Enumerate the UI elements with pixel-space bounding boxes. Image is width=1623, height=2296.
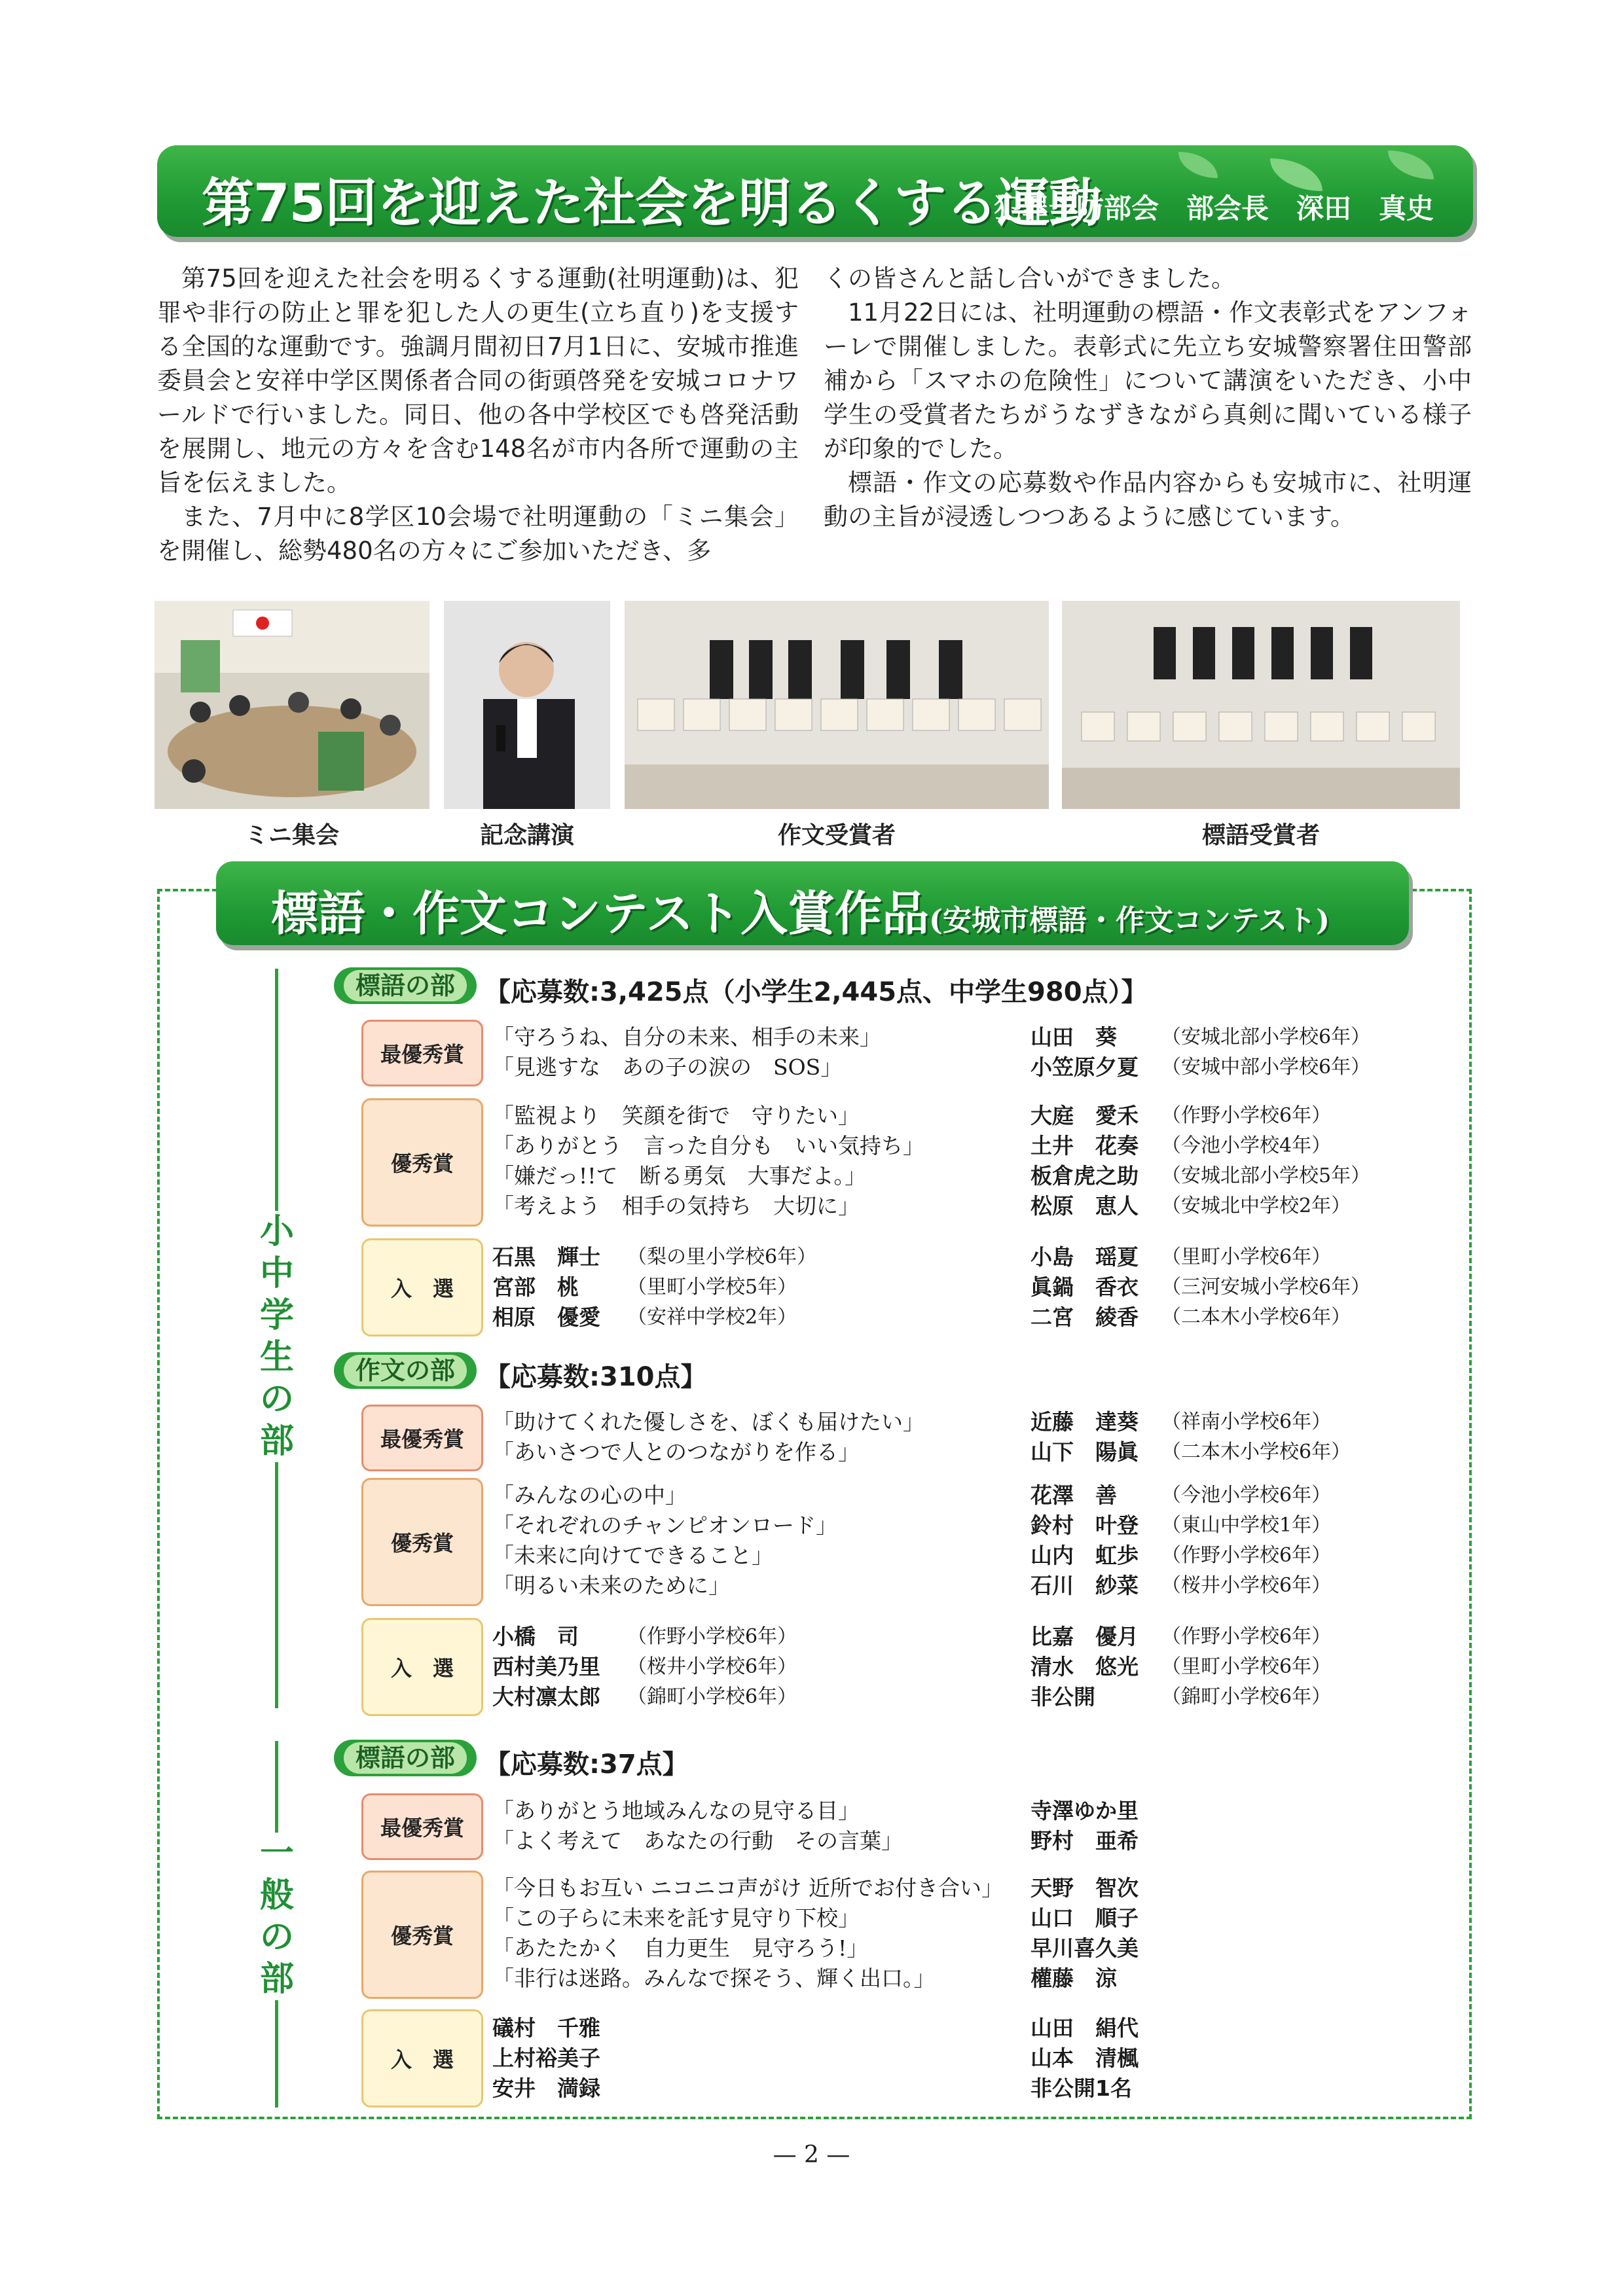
entry-text: （二本木小学校6年） [1161,1306,1351,1329]
award-excellence: 優秀賞 [361,1871,483,1999]
entry-text: 「みんなの心の中」 [492,1482,687,1508]
entry-text: 石黒 輝士 [492,1244,600,1270]
entry-text: 花澤 善 [1030,1482,1117,1508]
list-item [492,1480,1448,1511]
entry-text: （祥南小学校6年） [1161,1410,1332,1433]
list-item [492,1052,1448,1083]
photo-caption: 標語受賞者 [1201,822,1320,849]
photo-slogan-winners [1062,601,1460,809]
list-item [492,1407,1448,1437]
entry-text: （今池小学校6年） [1161,1484,1332,1507]
entry-text: 清水 悠光 [1030,1654,1139,1679]
entry-text: （里町小学校6年） [1161,1655,1332,1678]
entry-text: 山田 葵 [1030,1024,1117,1050]
entry-text: 「嫌だっ!!て 断る勇気 大事だよ。」 [492,1163,867,1189]
list-item [492,1161,1448,1191]
award-entries [492,1101,1448,1221]
entry-text: 「明るい未来のために」 [492,1573,730,1598]
list-item [492,1511,1448,1541]
entry-text: 「監視より 笑顔を街で 守りたい」 [492,1103,860,1128]
entry-text: （桜井小学校6年） [1161,1574,1332,1597]
entry-text: 「この子らに未来を託す見守り下校」 [492,1905,860,1931]
article-author: 犯罪予防部会 部会長 深田 真史 [993,192,1434,224]
entry-text: 大村凛太郎 [492,1684,600,1710]
entry-text: 「非行は迷路。みんなで探そう、輝く出口。」 [492,1965,936,1991]
entry-text: 「今日もお互い ニコニコ声がけ 近所でお付き合い」 [492,1875,1003,1901]
list-item [492,1652,1448,1682]
entry-text: 大庭 愛禾 [1030,1103,1139,1128]
entry-text: （安城中部小学校6年） [1161,1056,1371,1079]
list-item [492,1541,1448,1571]
entry-text: （錦町小学校6年） [627,1685,797,1708]
contest-title: 標語・作文コンテスト入賞作品 [271,886,930,941]
entry-text: （作野小学校6年） [1161,1104,1332,1127]
contest-title-banner [216,861,1409,945]
award-excellence: 優秀賞 [361,1478,483,1606]
photo-lecture [444,601,610,809]
entry-text: 山内 虹歩 [1030,1543,1139,1568]
list-item [492,1272,1448,1302]
entry-text: 上村裕美子 [492,2045,600,2071]
leaf-decoration [1388,151,1434,179]
list-item [492,1682,1448,1712]
entry-text: （作野小学校6年） [1161,1625,1332,1648]
list-item [492,1302,1448,1333]
list-item [492,1873,1448,1903]
award-honorable: 入 選 [361,1618,483,1716]
entry-text: 礒村 千雅 [492,2015,600,2041]
entry-text: 「あたたかく 自力更生 見守ろう!」 [492,1935,869,1961]
entry-text: 眞鍋 香衣 [1030,1274,1139,1300]
entry-text: 小橋 司 [492,1624,579,1649]
list-item [492,1933,1448,1964]
section-pill: 標語の部 [334,1740,477,1776]
list-item [492,2043,1448,2073]
award-honorable: 入 選 [361,1238,483,1336]
article-paragraph: 第75回を迎えた社会を明るくする運動(社明運動)は、犯罪や非行の防止と罪を犯した人の更生(立ち直り)を支援する全国的な運動です。強調月間初日7月1日に、安城市推進委員会と安祥中学区関係者合同の街頭啓発を安城コロナワールドで行いました。同日、他の各中学校区でも啓発活動を展開し、地元の方々を含む148名が市内各所で運動の主旨を伝えました。 [157,264,799,497]
award-entries [492,1242,1448,1333]
article-title: 第75回を迎えた社会を明るくする運動 [202,173,1101,234]
entry-text: 「助けてくれた優しさを、ぼくも届けたい」 [492,1409,924,1435]
entry-text: 松原 恵人 [1030,1193,1139,1219]
entry-text: 「考えよう 相手の気持ち 大切に」 [492,1193,860,1219]
award-grand-prize: 最優秀賞 [361,1405,483,1471]
list-item [492,2073,1448,2104]
entry-text: （作野小学校6年） [1161,1544,1332,1567]
award-entries [492,1796,1448,1856]
entry-text: （三河安城小学校6年） [1161,1276,1371,1299]
photo-mini-meeting [155,601,429,809]
list-item [492,1101,1448,1131]
entry-text: 石川 紗菜 [1030,1573,1139,1598]
award-excellence: 優秀賞 [361,1098,483,1227]
award-entries [492,1480,1448,1601]
entry-text: 早川喜久美 [1030,1935,1139,1961]
list-item [492,2013,1448,2043]
entry-text: 「よく考えて あなたの行動 その言葉」 [492,1828,903,1854]
award-entries [492,1622,1448,1712]
entry-text: 鈴村 叶登 [1030,1513,1139,1538]
article-column-right [824,262,1472,534]
entry-text: 小笠原夕夏 [1030,1054,1139,1080]
entry-text: 天野 智次 [1030,1875,1139,1901]
article-paragraph: 標語・作文の応募数や作品内容からも安城市に、社明運動の主旨が浸透しつつあるように感じています。 [824,469,1472,531]
entry-text: 「あいさつで人とのつながりを作る」 [492,1439,860,1465]
leaf-decoration [1270,158,1322,191]
entry-text: 權藤 涼 [1030,1965,1117,1991]
entry-text: 寺澤ゆか里 [1030,1798,1139,1823]
article-paragraph: 11月22日には、社明運動の標語・作文表彰式をアンフォーレで開催しました。表彰式に先立ち安城警察署住田警部補から「スマホの危険性」について講演をいただき、小中学生の受賞者たちがうなずきながら真剣に聞いている様子が印象的でした。 [824,298,1472,463]
entry-text: 「未来に向けてできること」 [492,1543,773,1568]
article-paragraph: また、7月中に8学区10会場で社明運動の「ミニ集会」を開催し、総勢480名の方々にご参加いただき、多 [157,503,799,565]
student-section-label: 小 中 学 生 の 部 [255,1211,299,1462]
entry-text: 二宮 綾香 [1030,1304,1139,1330]
photo-caption: 作文受賞者 [777,822,896,849]
list-item [492,1903,1448,1933]
entry-text: （作野小学校6年） [627,1625,797,1648]
list-item [492,1191,1448,1221]
entry-text: （安城北中学校2年） [1161,1194,1351,1217]
entry-text: 板倉虎之助 [1030,1163,1139,1189]
article-column-left [157,262,799,568]
entry-text: 山田 絹代 [1030,2015,1139,2041]
entry-text: 土井 花奏 [1030,1133,1139,1158]
entry-text: 「ありがとう 言った自分も いい気持ち」 [492,1133,924,1158]
entry-text: （錦町小学校6年） [1161,1685,1332,1708]
award-honorable: 入 選 [361,2009,483,2108]
entry-text: 「ありがとう地域みんなの見守る目」 [492,1798,860,1823]
entry-text: （今池小学校4年） [1161,1134,1332,1157]
entry-text: 西村美乃里 [492,1654,600,1679]
list-item [492,1964,1448,1994]
section-pill: 標語の部 [334,967,477,1004]
entry-text: （安祥中学校2年） [627,1306,797,1329]
article-title-banner [157,145,1473,237]
entry-text: 小島 瑶夏 [1030,1244,1139,1270]
contest-subtitle: (安城市標語・作文コンテスト) [929,904,1330,937]
award-entries [492,2013,1448,2104]
list-item [492,1242,1448,1272]
award-grand-prize: 最優秀賞 [361,1793,483,1860]
page-number: — 2 — [773,2142,850,2168]
entry-text: （里町小学校5年） [627,1276,797,1299]
entry-text: （東山中学校1年） [1161,1514,1332,1537]
entry-text: 「それぞれのチャンピオンロード」 [492,1513,838,1538]
list-item [492,1796,1448,1826]
photo-caption: ミニ集会 [244,822,339,849]
entry-text: （里町小学校6年） [1161,1246,1332,1268]
entry-text: 山下 陽眞 [1030,1439,1139,1465]
entry-text: 安井 満録 [492,2075,600,2101]
leaf-decoration [1178,152,1218,178]
entry-count: 【応募数:37点】 [484,1749,689,1780]
general-section-label: 一 般 の 部 [255,1833,299,2000]
entry-text: 非公開1名 [1030,2075,1132,2101]
entry-text: 野村 亜希 [1030,1828,1139,1854]
entry-count: 【応募数:310点】 [484,1362,707,1392]
entry-text: 近藤 達葵 [1030,1409,1139,1435]
award-entries [492,1022,1448,1083]
entry-text: 相原 優愛 [492,1304,600,1330]
entry-text: （安城北部小学校6年） [1161,1026,1371,1049]
entry-text: 「守ろうね、自分の未来、相手の未来」 [492,1024,881,1050]
entry-text: （梨の里小学校6年） [627,1246,817,1268]
entry-text: （桜井小学校6年） [627,1655,797,1678]
list-item [492,1131,1448,1161]
list-item [492,1571,1448,1601]
award-entries [492,1407,1448,1467]
entry-text: 山口 順子 [1030,1905,1139,1931]
entry-count: 【応募数:3,425点（小学生2,445点、中学生980点）】 [484,977,1148,1007]
entry-text: （安城北部小学校5年） [1161,1164,1371,1187]
section-pill: 作文の部 [334,1352,477,1389]
award-entries [492,1873,1448,1994]
entry-text: 山本 清楓 [1030,2045,1139,2071]
list-item [492,1437,1448,1467]
entry-text: （二本木小学校6年） [1161,1441,1351,1463]
photo-essay-winners [625,601,1049,809]
entry-text: 宮部 桃 [492,1274,579,1300]
list-item [492,1622,1448,1652]
entry-text: 「見逃すな あの子の涙の SOS」 [492,1054,843,1080]
article-paragraph: くの皆さんと話し合いができました。 [824,264,1235,293]
award-grand-prize: 最優秀賞 [361,1020,483,1086]
photo-caption: 記念講演 [479,822,574,849]
list-item [492,1022,1448,1052]
entry-text: 非公開 [1030,1684,1095,1710]
list-item [492,1826,1448,1856]
entry-text: 比嘉 優月 [1030,1624,1139,1649]
